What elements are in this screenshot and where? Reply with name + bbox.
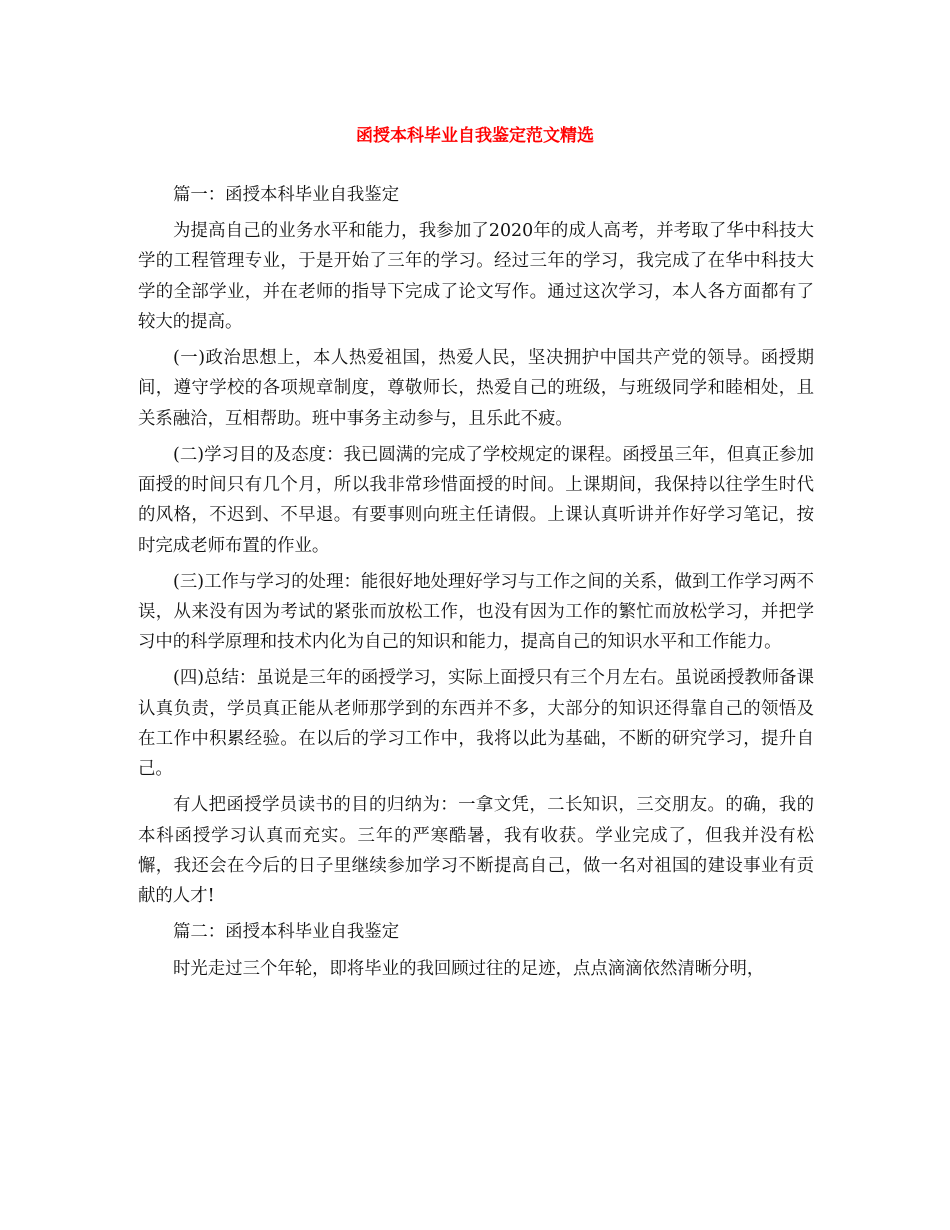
- document-body: [138, 180, 814, 990]
- paragraph-summary: (四)总结：虽说是三年的函授学习，实际上面授只有三个月左右。虽说函授教师备课认真负责，学员真正能从老师那学到的东西并不多，大部分的知识还得靠自己的领悟及在工作中积累经验。在以后的学习工作中，我将以此为基础，不断的研究学习，提升自己。: [138, 668, 814, 780]
- paragraph-political: (一)政治思想上，本人热爱祖国，热爱人民，坚决拥护中国共产党的领导。函授期间，遵守学校的各项规章制度，尊敬师长，热爱自己的班级，与班级同学和睦相处，且关系融洽，互相帮助。班中事务主动参与，且乐此不疲。: [138, 348, 814, 429]
- paragraph-intro: 为提高自己的业务水平和能力，我参加了2020年的成人高考，并考取了华中科技大学的工程管理专业，于是开始了三年的学习。经过三年的学习，我完成了在华中科技大学的全部学业，并在老师的指导下完成了论文写作。通过这次学习，本人各方面都有了较大的提高。: [138, 221, 814, 332]
- document-title: 函授本科毕业自我鉴定范文精选: [356, 126, 594, 146]
- section-heading-part-one: 篇一：函授本科毕业自我鉴定: [173, 185, 400, 205]
- paragraph-study-attitude: (二)学习目的及态度：我已圆满的完成了学校规定的课程。函授虽三年，但真正参加面授的时间只有几个月，所以我非常珍惜面授的时间。上课期间，我保持以往学生时代的风格，不迟到、不早退。有要事则向班主任请假。上课认真听讲并作好学习笔记，按时完成老师布置的作业。: [138, 444, 814, 556]
- paragraph-work-study: (三)工作与学习的处理：能很好地处理好学习与工作之间的关系，做到工作学习两不误，从来没有因为考试的紧张而放松工作，也没有因为工作的繁忙而放松学习，并把学习中的科学原理和技术内化为自己的知识和能力，提高自己的知识水平和工作能力。: [138, 571, 814, 653]
- paragraph-part-two-intro: 时光走过三个年轮，即将毕业的我回顾过往的足迹，点点滴滴依然清晰分明，: [173, 958, 765, 979]
- paragraph-conclusion: 有人把函授学员读书的目的归纳为：一拿文凭，二长知识，三交朋友。的确，我的本科函授学习认真而充实。三年的严寒酷暑，我有收获。学业完成了，但我并没有松懈，我还会在今后的日子里继续参加学习不断提高自己，做一名对祖国的建设事业有贡献的人才!: [138, 795, 814, 907]
- section-heading-part-two: 篇二：函授本科毕业自我鉴定: [173, 922, 400, 943]
